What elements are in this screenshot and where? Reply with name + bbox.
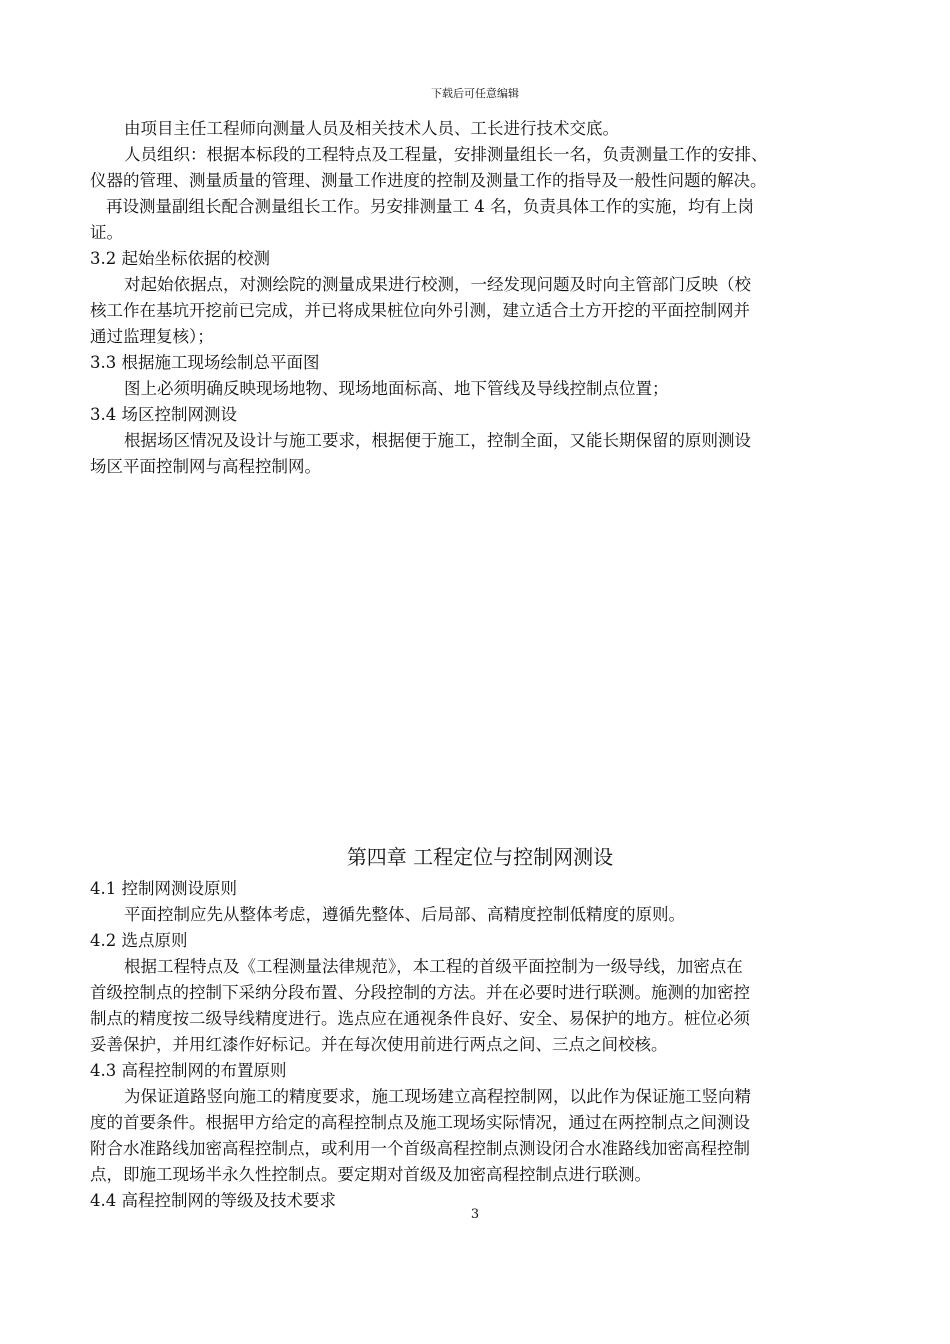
paragraph-line: 再设测量副组长配合测量组长工作。另安排测量工 4 名，负责具体工作的实施，均有上岗 (106, 197, 754, 216)
section-heading: 4.2 选点原则 (90, 931, 188, 950)
paragraph-line: 妥善保护，并用红漆作好标记。并在每次使用前进行两点之间、三点之间校核。 (90, 1035, 668, 1054)
section-heading: 4.1 控制网测设原则 (90, 879, 237, 898)
page-header: 下载后可任意编辑 (431, 87, 519, 100)
paragraph-line: 场区平面控制网与高程控制网。 (90, 457, 321, 476)
page-number: 3 (470, 1207, 480, 1222)
paragraph-line: 点，即施工现场半永久性控制点。要定期对首级及加密高程控制点进行联测。 (90, 1165, 651, 1184)
section-heading: 3.4 场区控制网测设 (90, 405, 237, 424)
paragraph-line: 附合水准路线加密高程控制点，或利用一个首级高程控制点测设闭合水准路线加密高程控制 (90, 1139, 750, 1158)
section-heading: 4.4 高程控制网的等级及技术要求 (90, 1191, 336, 1210)
paragraph-line: 图上必须明确反映现场地物、现场地面标高、地下管线及导线控制点位置； (124, 379, 669, 398)
blank-space (90, 480, 870, 838)
paragraph-line: 核工作在基坑开挖前已完成，并已将成果桩位向外引测，建立适合土方开挖的平面控制网并 (90, 301, 750, 320)
paragraph-line: 根据场区情况及设计与施工要求，根据便于施工，控制全面，又能长期保留的原则测设 (124, 431, 751, 450)
document-body (90, 116, 870, 1214)
section-heading: 3.3 根据施工现场绘制总平面图 (90, 353, 320, 372)
paragraph-line: 仪器的管理、测量质量的管理、测量工作进度的控制及测量工作的指导及一般性问题的解决。 (90, 171, 767, 190)
chapter-title: 第四章 工程定位与控制网测设 (346, 845, 614, 869)
section-heading: 3.2 起始坐标依据的校测 (90, 249, 270, 268)
paragraph-line: 由项目主任工程师向测量人员及相关技术人员、工长进行技术交底。 (124, 119, 619, 138)
paragraph-line: 根据工程特点及《工程测量法律规范》，本工程的首级平面控制为一级导线，加密点在 (124, 957, 743, 976)
paragraph-line: 制点的精度按二级导线精度进行。选点应在通视条件良好、安全、易保护的地方。桩位必须 (90, 1009, 750, 1028)
paragraph-line: 人员组织：根据本标段的工程特点及工程量，安排测量组长一名，负责测量工作的安排、 (124, 145, 768, 164)
paragraph-line: 平面控制应先从整体考虑，遵循先整体、后局部、高精度控制低精度的原则。 (124, 905, 685, 924)
paragraph-line: 度的首要条件。根据甲方给定的高程控制点及施工现场实际情况，通过在两控制点之间测设 (90, 1113, 750, 1132)
section-heading: 4.3 高程控制网的布置原则 (90, 1061, 287, 1080)
paragraph-line: 为保证道路竖向施工的精度要求，施工现场建立高程控制网，以此作为保证施工竖向精 (124, 1087, 751, 1106)
paragraph-line: 首级控制点的控制下采纳分段布置、分段控制的方法。并在必要时进行联测。施测的加密控 (90, 983, 750, 1002)
paragraph-line: 通过监理复核）； (90, 327, 214, 346)
paragraph-line: 对起始依据点，对测绘院的测量成果进行校测，一经发现问题及时向主管部门反映（校 (124, 275, 751, 294)
paragraph-line: 证。 (90, 223, 123, 242)
